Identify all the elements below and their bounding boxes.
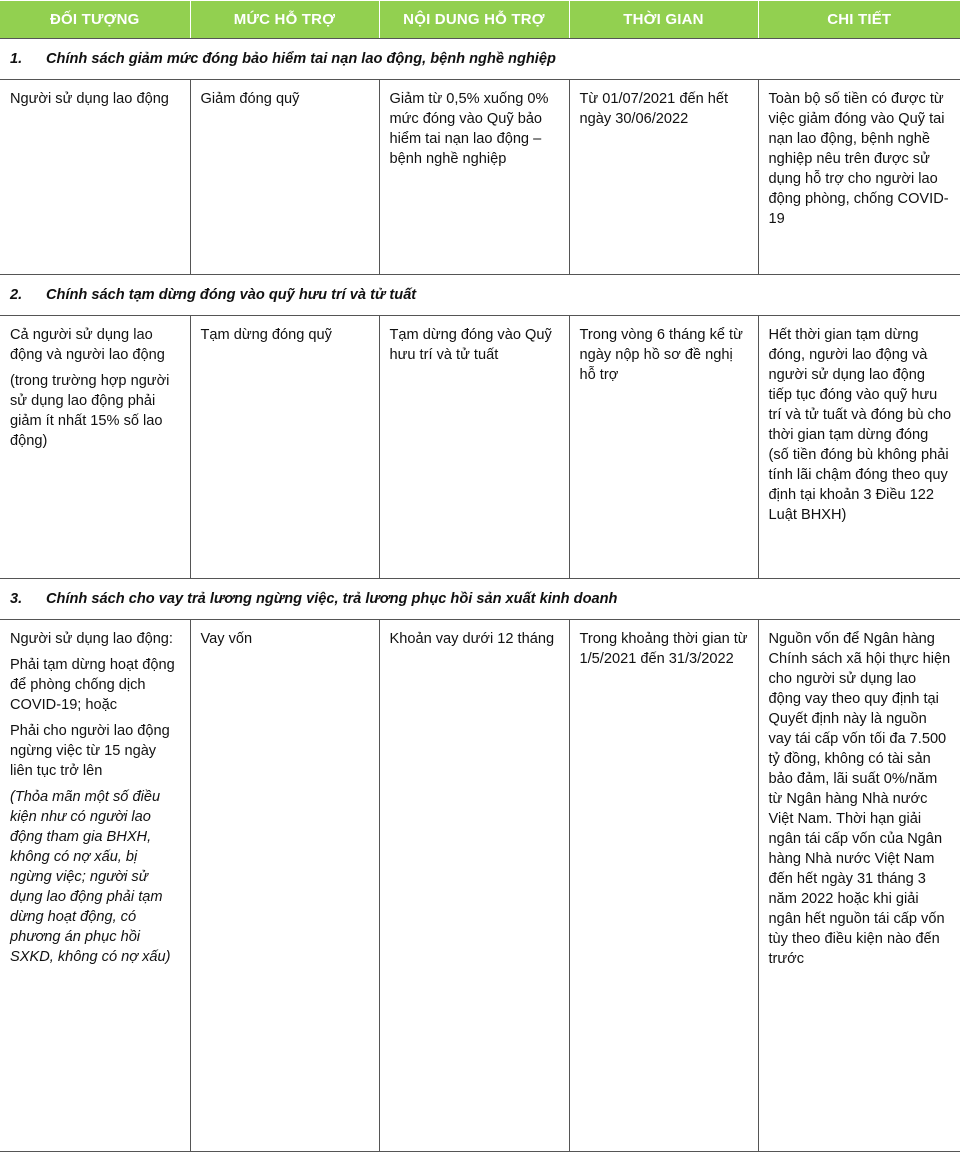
header-support-level: MỨC HỖ TRỢ <box>190 1 379 39</box>
section-title <box>0 39 960 80</box>
section-title-row <box>0 39 960 80</box>
cell-support-level: Giảm đóng quỹ <box>190 80 379 275</box>
table-row <box>0 316 960 579</box>
subject-line: Phải cho người lao động ngừng việc từ 15 ngày liên tục trở lên <box>10 723 170 779</box>
section-title-row <box>0 275 960 316</box>
subject-line: Cả người sử dụng lao động và người lao động <box>10 327 165 363</box>
section-number: 1. <box>10 51 23 67</box>
subject-line: Người sử dụng lao động: <box>10 631 173 647</box>
cell-support-content: Khoản vay dưới 12 tháng <box>379 620 569 1152</box>
section-title <box>0 275 960 316</box>
section-title-text: Chính sách cho vay trả lương ngừng việc, trả lương phục hồi sản xuất kinh doanh <box>46 591 618 607</box>
cell-support-content: Giảm từ 0,5% xuống 0% mức đóng vào Quỹ bảo hiểm tai nạn lao động – bệnh nghề nghiệp <box>379 80 569 275</box>
cell-support-content: Tạm dừng đóng vào Quỹ hưu trí và tử tuất <box>379 316 569 579</box>
cell-support-level: Tạm dừng đóng quỹ <box>190 316 379 579</box>
cell-time: Trong khoảng thời gian từ 1/5/2021 đến 31/3/2022 <box>569 620 758 1152</box>
header-detail: CHI TIẾT <box>758 1 960 39</box>
section-number: 2. <box>10 287 23 303</box>
cell-subject <box>0 620 190 1152</box>
section-number: 3. <box>10 591 23 607</box>
table-row <box>0 620 960 1152</box>
cell-subject <box>0 80 190 275</box>
cell-time: Từ 01/07/2021 đến hết ngày 30/06/2022 <box>569 80 758 275</box>
subject-line: Phải tạm dừng hoạt động để phòng chống dịch COVID-19; hoặc <box>10 657 175 713</box>
table-row <box>0 80 960 275</box>
cell-time: Trong vòng 6 tháng kể từ ngày nộp hồ sơ đề nghị hỗ trợ <box>569 316 758 579</box>
section-title-text: Chính sách tạm dừng đóng vào quỹ hưu trí và tử tuất <box>46 287 417 303</box>
section-title-text: Chính sách giảm mức đóng bảo hiểm tai nạn lao động, bệnh nghề nghiệp <box>46 51 556 67</box>
cell-support-level: Vay vốn <box>190 620 379 1152</box>
subject-line: Người sử dụng lao động <box>10 91 169 107</box>
section-title-row <box>0 579 960 620</box>
subject-line: (trong trường hợp người sử dụng lao động phải giảm ít nhất 15% số lao động) <box>10 373 170 449</box>
cell-detail: Toàn bộ số tiền có được từ việc giảm đóng vào Quỹ tai nạn lao động, bệnh nghề nghiệp nêu trên được sử dụng hỗ trợ cho người lao động phòng, chống COVID-19 <box>758 80 960 275</box>
header-subject: ĐỐI TƯỢNG <box>0 1 190 39</box>
cell-detail: Hết thời gian tạm dừng đóng, người lao động và người sử dụng lao động tiếp tục đóng vào quỹ hưu trí và tử tuất và đóng bù cho thời gian tạm dừng đóng (số tiền đóng bù không phải tính lãi chậm đóng theo quy định tại khoản 3 Điều 122 Luật BHXH) <box>758 316 960 579</box>
header-time: THỜI GIAN <box>569 1 758 39</box>
section-title <box>0 579 960 620</box>
cell-detail: Nguồn vốn để Ngân hàng Chính sách xã hội thực hiện cho người sử dụng lao động vay theo quy định tại Quyết định này là nguồn vay tái cấp vốn tối đa 7.500 tỷ đồng, không có tài sản bảo đảm, lãi suất 0%/năm từ Ngân hàng Nhà nước Việt Nam. Thời hạn giải ngân tái cấp vốn của Ngân hàng Nhà nước Việt Nam đến hết ngày 31 tháng 3 năm 2022 hoặc khi giải ngân hết nguồn tái cấp vốn tùy theo điều kiện nào đến trước <box>758 620 960 1152</box>
subject-note: (Thỏa mãn một số điều kiện như có người lao động tham gia BHXH, không có nợ xấu, bị ngừng việc; người sử dụng lao động phải tạm dừng hoạt động, có phương án phục hồi SXKD, không có nợ xấu) <box>10 789 171 965</box>
cell-subject <box>0 316 190 579</box>
header-support-content: NỘI DUNG HỖ TRỢ <box>379 1 569 39</box>
table-header <box>0 1 960 39</box>
